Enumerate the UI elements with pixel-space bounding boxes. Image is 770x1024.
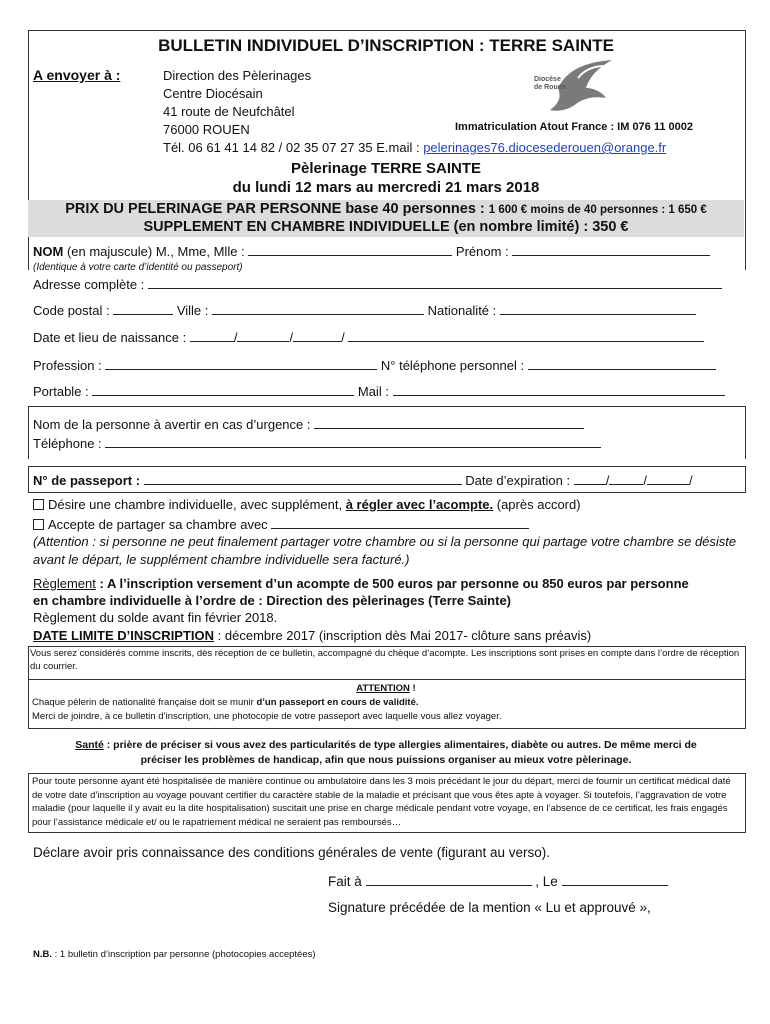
address-line-4: 76000 ROUEN [163, 122, 250, 137]
naissance-label: Date et lieu de naissance : [33, 330, 190, 345]
profession-label: Profession : [33, 358, 106, 373]
logo-text-2: de Rouen [534, 84, 566, 91]
adresse-label: Adresse complète : [33, 277, 148, 292]
trip-name: Pèlerinage TERRE SAINTE [290, 160, 482, 177]
fait-row: Fait à , Le [328, 873, 668, 889]
telephone-field[interactable] [105, 435, 601, 448]
nom-row [33, 243, 710, 259]
attention-line-2: Merci de joindre, à ce bulletin d’inscription, une photocopie de votre passeport avec laquelle vous allez voyager. [32, 711, 502, 722]
nom-label: (en majuscule) M., Mme, Mlle : [63, 244, 249, 259]
share-room-text: Accepte de partager sa chambre avec [48, 517, 272, 532]
phone-perso-label: N° téléphone personnel : [377, 358, 528, 373]
diocese-logo [528, 58, 618, 120]
price-detail: 1 600 € moins de 40 personnes : 1 650 € [488, 204, 707, 216]
share-room-checkbox[interactable] [33, 519, 44, 530]
reglement-line-1 [33, 576, 689, 591]
ville-label: Ville : [173, 303, 212, 318]
notice-text: Vous serez considérés comme inscrits, dès réception de ce bulletin, accompagné du chèque d’acompte. Les inscriptions sont prises en compte dans l’ordre de réception du courrier. [30, 648, 740, 672]
send-label: A envoyer à : [33, 67, 121, 83]
birth-year-field[interactable] [293, 329, 341, 342]
email-link[interactable]: pelerinages76.diocesederouen@orange.fr [423, 140, 667, 155]
urgence-label: Nom de la personne à avertir en cas d’urgence : [33, 417, 315, 432]
adresse-row [33, 276, 722, 292]
cp-row [33, 302, 696, 318]
address-line-3: 41 route de Neufchâtel [163, 104, 295, 119]
telephone-row [33, 435, 601, 451]
reglement-line-3: Règlement du solde avant fin février 2018. [33, 610, 278, 625]
single-room-bold: à régler avec l’acompte. [345, 497, 494, 512]
passport-label: N° de passeport : [33, 473, 144, 488]
urgence-field[interactable] [314, 416, 584, 429]
portable-label: Portable : [33, 384, 93, 399]
passport-row: N° de passeport : Date d’expiration : / / / [33, 473, 693, 488]
form-title: BULLETIN INDIVIDUEL D’INSCRIPTION : TERRE SAINTE [158, 36, 614, 55]
deadline-line [33, 628, 591, 643]
exp-year-field[interactable] [647, 472, 689, 485]
deadline-text: : décembre 2017 (inscription dès Mai 2017- clôture sans préavis) [214, 628, 592, 643]
attention-note: (Attention : si personne ne peut finalement partager votre chambre ou si la personne qui partage votre chambre se désiste avant le départ, le supplément chambre individuelle sera facturé.) [33, 534, 737, 567]
deadline-label: DATE LIMITE D’INSCRIPTION [33, 628, 215, 643]
prenom-label: Prénom : [452, 244, 513, 259]
birth-day-field[interactable] [190, 329, 234, 342]
medical-text: Pour toute personne ayant été hospitalisée de manière continue ou ambulatoire dans les 3 mois précédant le jour du départ, merci de fournir un certificat médical daté de votre date d’inscription au voyage pouvant certifier du caractère stable de la maladie et précisant que vous êtes apte à voyager. Si toutefois, l’aggravation de votre maladie (pour laquelle il y avait eu la dite hospitalisation) suscitait une prise en charge médicale pendant votre voyage, en l’absence de ce certificat, les frais engagés pour l’assistance médicale et/ ou le rapatriement médical ne seraient pas remboursés… [32, 776, 731, 828]
supplement-line: SUPPLEMENT EN CHAMBRE INDIVIDUELLE (en nombre limité) : 350 € [143, 219, 629, 235]
cp-field[interactable] [113, 302, 173, 315]
price-line [28, 201, 744, 217]
trip-dates: du lundi 12 mars au mercredi 21 mars 2018 [232, 179, 540, 196]
date-field[interactable] [562, 873, 668, 886]
nationalite-label: Nationalité : [424, 303, 500, 318]
single-room-option [33, 497, 581, 512]
urgence-row [33, 416, 584, 432]
reglement-line-2: en chambre individuelle à l’ordre de : Direction des pèlerinages (Terre Sainte) [33, 593, 512, 608]
phone-perso-field[interactable] [528, 357, 716, 370]
sante-text: Santé : prière de préciser si vous avez des particularités de type allergies alimentaires, diabète ou autres. De même merci de préciser les problèmes de handicap, afin que nous puissions organiser au mieux votre pèlerinage. [75, 739, 697, 766]
single-room-checkbox[interactable] [33, 499, 44, 510]
contact-line [163, 139, 666, 157]
reglement-label: Règlement [33, 576, 96, 591]
address-line-2: Centre Diocésain [163, 86, 263, 101]
fait-field[interactable] [366, 873, 532, 886]
share-room-field[interactable] [271, 516, 529, 529]
cp-label: Code postal : [33, 303, 114, 318]
share-room-option [33, 516, 529, 532]
naissance-row: Date et lieu de naissance : / / / [33, 329, 704, 345]
ville-field[interactable] [212, 302, 424, 315]
profession-row [33, 357, 716, 373]
reglement-text-1: : A l’inscription versement d’un acompte de 500 euros par personne ou 850 euros par personne [95, 576, 689, 591]
phone-text: Tél. 06 61 41 14 82 / 02 35 07 27 35 E.mail : [163, 140, 424, 155]
portable-row [33, 383, 725, 399]
attention-line-1: Chaque pèlerin de nationalité française doit se munir d’un passeport en cours de validité. [32, 697, 419, 708]
price-main: PRIX DU PELERINAGE PAR PERSONNE base 40 personnes : [65, 201, 489, 217]
attention-title: ATTENTION ! [356, 683, 416, 694]
birth-place-field[interactable] [348, 329, 704, 342]
passport-field[interactable] [144, 472, 462, 485]
birth-month-field[interactable] [237, 329, 289, 342]
nb-text: N.B. : 1 bulletin d’inscription par personne (photocopies acceptées) [33, 949, 316, 960]
adresse-field[interactable] [148, 276, 722, 289]
declare-text: Déclare avoir pris connaissance des conditions générales de vente (figurant au verso). [33, 845, 551, 860]
nom-bold: NOM [33, 244, 64, 259]
nom-hint: (Identique à votre carte d’identité ou passeport) [33, 262, 243, 273]
telephone-label: Téléphone : [33, 436, 106, 451]
profession-field[interactable] [105, 357, 377, 370]
emergency-box [28, 406, 746, 459]
mail-label: Mail : [354, 384, 393, 399]
exp-day-field[interactable] [574, 472, 606, 485]
expiration-label: Date d’expiration : [461, 473, 574, 488]
signature-text: Signature précédée de la mention « Lu et approuvé », [328, 900, 651, 915]
immatriculation: Immatriculation Atout France : IM 076 11 0002 [455, 121, 694, 133]
nom-field[interactable] [248, 243, 452, 256]
single-room-after: (après accord) [493, 497, 581, 512]
nationalite-field[interactable] [500, 302, 696, 315]
single-room-text: Désire une chambre individuelle, avec supplément, [48, 497, 346, 512]
address-line-1: Direction des Pèlerinages [163, 68, 312, 83]
prenom-field[interactable] [512, 243, 710, 256]
exp-month-field[interactable] [609, 472, 643, 485]
mail-field[interactable] [393, 383, 725, 396]
portable-field[interactable] [92, 383, 354, 396]
logo-text-1: Diocèse [534, 76, 561, 83]
